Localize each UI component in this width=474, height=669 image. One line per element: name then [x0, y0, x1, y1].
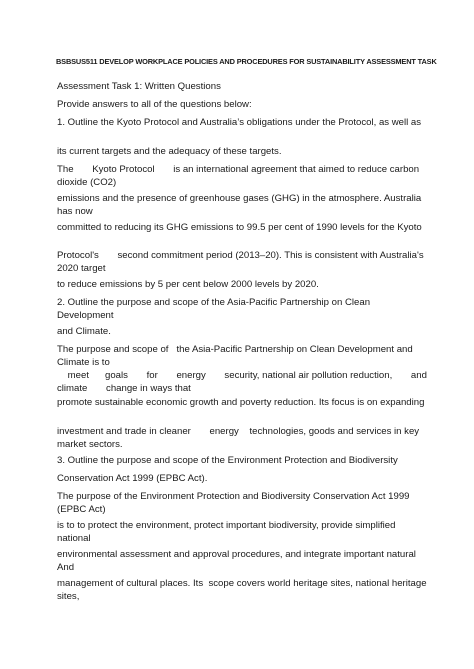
answer-2-line-2: meet goals for energy security, national air pollution reduction, and climate change in ways that: [57, 370, 446, 394]
task-title: Assessment Task 1: Written Questions: [57, 81, 221, 92]
question-1: 1. Outline the Kyoto Protocol and Australia’s obligations under the Protocol, as well as: [57, 117, 422, 128]
question-1-continued: its current targets and the adequacy of these targets.: [57, 146, 282, 157]
answer-3-line-2: is to to protect the environment, protect important biodiversity, provide simplified national: [57, 520, 399, 544]
answer-3-line-4: management of cultural places. Its scope covers world heritage sites, national heritage sites,: [57, 578, 430, 602]
answer-1-line-2: emissions and the presence of greenhouse gases (GHG) in the atmosphere. Australia has now: [57, 193, 440, 217]
answer-2-line-3: promote sustainable economic growth and poverty reduction. Its focus is on expanding: [57, 397, 425, 408]
answer-3-line-1: The purpose of the Environment Protection and Biodiversity Conservation Act 1999 (EPBC Act): [57, 491, 413, 515]
answer-2-line-1: The purpose and scope of the Asia-Pacific Partnership on Clean Development and Climate is to: [57, 344, 416, 368]
answer-1-line-1: The Kyoto Protocol is an international agreement that aimed to reduce carbon dioxide (CO2): [57, 164, 422, 188]
question-3: 3. Outline the purpose and scope of the Environment Protection and Biodiversity: [57, 455, 398, 466]
answer-2-line-4: investment and trade in cleaner energy technologies, goods and services in key market sectors.: [57, 426, 422, 450]
question-2-continued: and Climate.: [57, 326, 111, 337]
question-2: 2. Outline the purpose and scope of the Asia-Pacific Partnership on Clean Development: [57, 297, 373, 321]
answer-3-line-3: environmental assessment and approval procedures, and integrate important natural And: [57, 549, 419, 573]
question-3-continued: Conservation Act 1999 (EPBC Act).: [57, 473, 208, 484]
answer-1-line-5: to reduce emissions by 5 per cent below 2000 levels by 2020.: [57, 279, 319, 290]
answer-1-line-3: committed to reducing its GHG emissions to 99.5 per cent of 1990 levels for the Kyoto: [57, 222, 422, 233]
answer-1-line-4: Protocol's second commitment period (2013–20). This is consistent with Australia's 2020 target: [57, 250, 443, 274]
document-header: BSBSUS511 DEVELOP WORKPLACE POLICIES AND PROCEDURES FOR SUSTAINABILITY ASSESSMENT TASK: [56, 57, 437, 66]
instructions: Provide answers to all of the questions below:: [57, 99, 252, 110]
